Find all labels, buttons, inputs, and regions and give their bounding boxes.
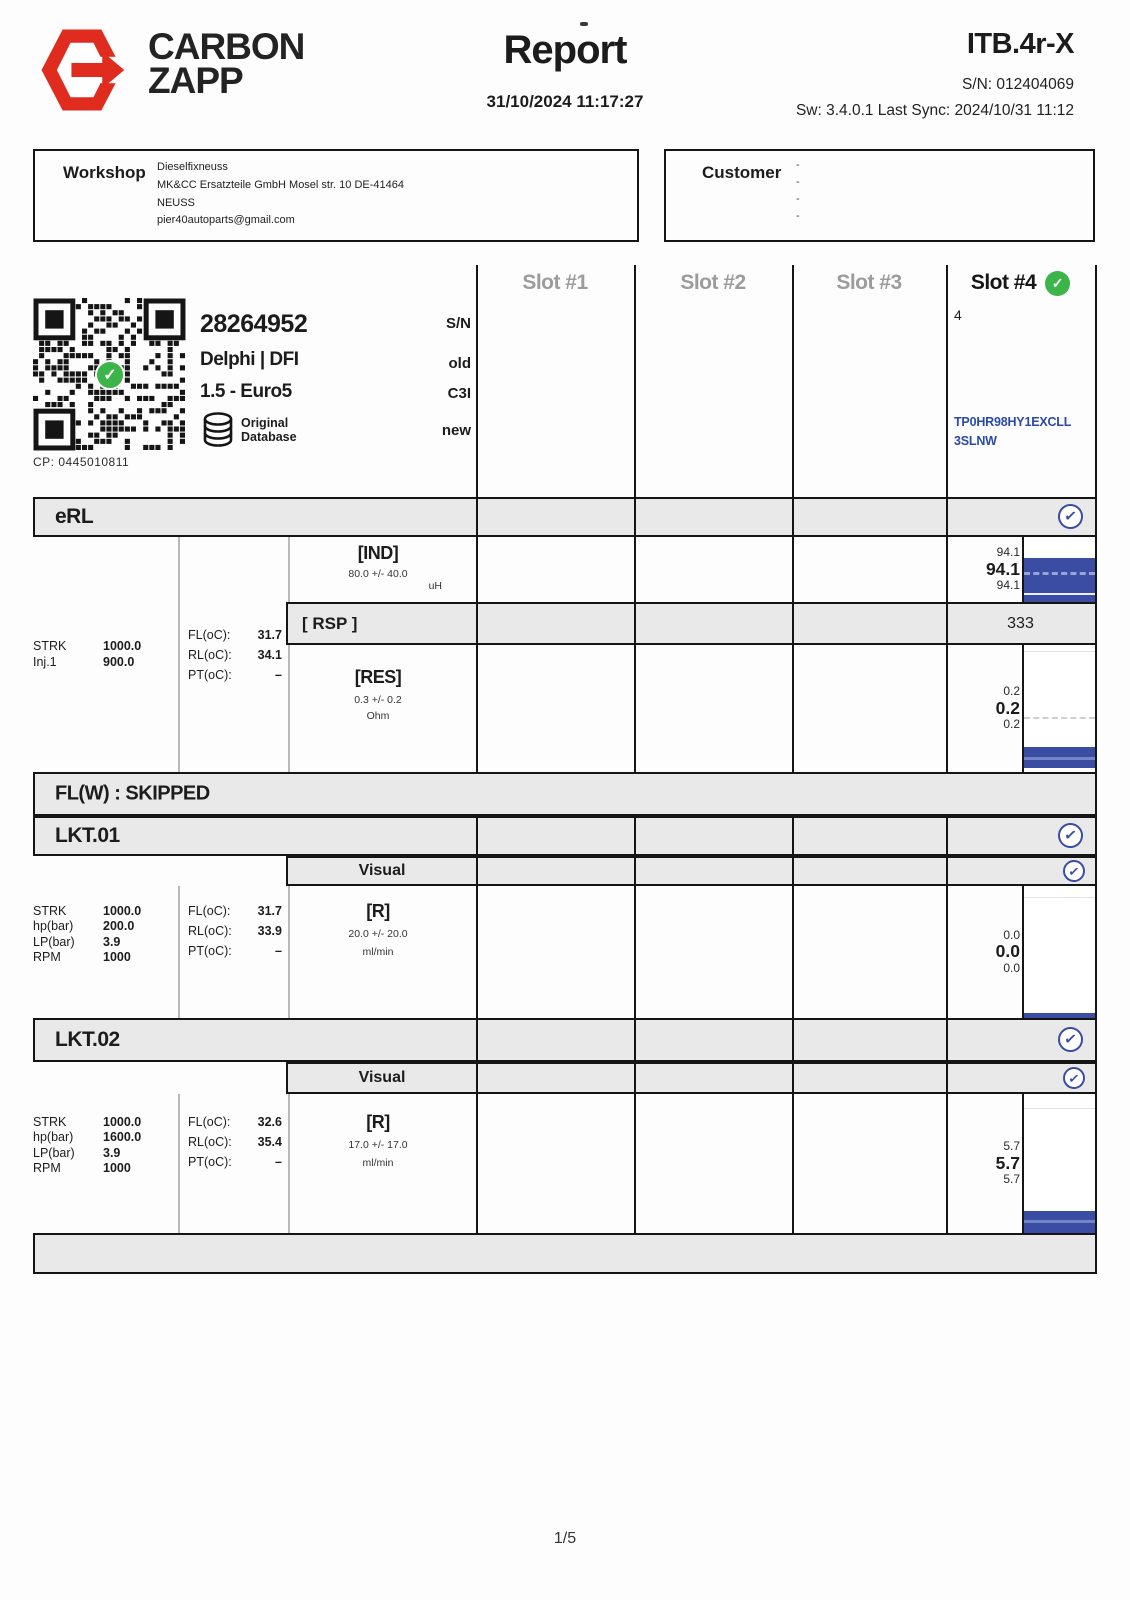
- divider: [792, 265, 794, 497]
- device-model: ITB.4r-X: [966, 28, 1074, 60]
- ind-slot3-cell: [792, 537, 946, 602]
- customer-line: -: [796, 176, 800, 189]
- temp-value: 31.7: [257, 904, 282, 918]
- workshop-label: Workshop: [63, 163, 146, 182]
- temp-label: FL(oC):: [188, 1115, 231, 1129]
- lkt02-value-max: 5.7: [1003, 1139, 1020, 1154]
- rsp-test-name: [ RSP ]: [302, 613, 358, 633]
- workshop-line: Dieselfixneuss: [157, 161, 228, 173]
- res-test-info: [288, 667, 468, 722]
- new-label: new: [441, 422, 471, 439]
- temp-row: [188, 645, 286, 665]
- divider: [178, 537, 180, 772]
- temp-row: [188, 921, 286, 941]
- lkt01-r-test-name: [R]: [366, 901, 390, 921]
- res-gauge: [1022, 645, 1095, 772]
- param-row: [33, 639, 178, 654]
- ind-test-info: [288, 543, 468, 592]
- temp-row: [188, 625, 286, 645]
- param-value: 1000.0: [103, 1115, 142, 1129]
- lkt02-visual-label: Visual: [358, 1069, 406, 1086]
- code-type-label: C3I: [447, 385, 471, 402]
- param-value: 200.0: [103, 919, 135, 934]
- temp-label: RL(oC):: [188, 647, 232, 662]
- temp-row: [188, 1132, 286, 1152]
- lkt02-r-test-info: [288, 1112, 468, 1169]
- brand-line2: ZAPP: [148, 60, 243, 102]
- ind-result-values: [950, 537, 1024, 602]
- temp-value: 34.1: [257, 647, 282, 662]
- lkt01-gauge: [1022, 886, 1095, 1018]
- ind-gauge: [1022, 537, 1095, 602]
- param-value: 1600.0: [103, 1130, 142, 1145]
- temp-label: FL(oC):: [188, 904, 231, 918]
- old-label: old: [448, 355, 471, 372]
- lkt02-value-min: 5.7: [1003, 1172, 1020, 1187]
- lkt01-temperatures: [188, 901, 286, 961]
- lkt02-gauge: [1022, 1094, 1095, 1233]
- table-footer-band: [33, 1233, 1097, 1274]
- lkt02-visual-check-icon: ✓: [1062, 1066, 1087, 1091]
- injector-brand: Delphi | DFI: [200, 349, 299, 370]
- lkt01-value-min: 0.0: [1003, 960, 1020, 975]
- workshop-info: [157, 159, 404, 230]
- section-flw-title: FL(W) : SKIPPED: [55, 782, 210, 805]
- divider: [792, 499, 794, 535]
- divider: [946, 818, 948, 854]
- param-label: hp(bar): [33, 919, 74, 934]
- param-label: LP(bar): [33, 1145, 75, 1160]
- lkt02-r-unit: ml/min: [362, 1157, 394, 1169]
- lkt01-value-max: 0.0: [1003, 927, 1020, 942]
- divider: [946, 1020, 948, 1060]
- injector-part-number: 28264952: [200, 310, 308, 338]
- page-number: 1/5: [553, 1530, 577, 1547]
- divider: [946, 858, 948, 884]
- ind-test-name: [IND]: [357, 543, 399, 563]
- lkt01-pass-check-icon: ✓: [1056, 821, 1084, 849]
- workshop-line: MK&CC Ersatzteile GmbH Mosel str. 10 DE-41464: [157, 178, 404, 191]
- section-erl-band: [33, 497, 1097, 537]
- param-label: RPM: [33, 1160, 61, 1175]
- temp-row: [188, 665, 286, 685]
- temp-value: –: [275, 944, 282, 958]
- lkt01-slot1-cell: [476, 886, 634, 1018]
- divider: [178, 886, 180, 1018]
- scan-artifact-dot: [580, 22, 588, 26]
- lkt01-slot3-cell: [792, 886, 946, 1018]
- divider: [476, 604, 478, 643]
- param-row: [33, 919, 178, 934]
- device-serial: S/N: 012404069: [961, 76, 1074, 93]
- slot4-pass-check-icon: ✓: [1045, 271, 1070, 296]
- lkt02-slot3-cell: [792, 1094, 946, 1233]
- temp-value: 32.6: [257, 1115, 282, 1129]
- divider: [946, 265, 948, 497]
- qr-verified-check-icon: ✓: [95, 360, 125, 390]
- slot4-code-line2: 3SLNW: [954, 433, 997, 448]
- res-slot3-cell: [792, 645, 946, 772]
- section-lkt01-band: [33, 816, 1097, 856]
- divider: [792, 858, 794, 884]
- database-label-line1: Original: [241, 416, 289, 430]
- section-flw-band: [33, 772, 1097, 816]
- page-title: Report: [503, 28, 627, 72]
- temp-value: 33.9: [257, 924, 282, 938]
- slot3-header: Slot #3: [836, 271, 902, 294]
- customer-info: [796, 157, 800, 225]
- lkt01-visual-check-icon: ✓: [1062, 859, 1087, 884]
- lkt02-pass-check-icon: ✓: [1056, 1025, 1084, 1053]
- temp-row: [188, 941, 286, 961]
- temp-value: 31.7: [257, 627, 282, 642]
- lkt01-r-unit: ml/min: [362, 946, 394, 958]
- software-sync-info: Sw: 3.4.0.1 Last Sync: 2024/10/31 11:12: [795, 102, 1074, 119]
- slot4-header: [946, 265, 1095, 296]
- param-value: 1000: [103, 1160, 131, 1175]
- divider: [634, 858, 636, 884]
- res-unit: Ohm: [366, 710, 390, 722]
- res-slot4-cell: [946, 645, 1097, 772]
- divider: [792, 1020, 794, 1060]
- ind-value-min: 94.1: [996, 578, 1020, 593]
- res-tolerance: 0.3 +/- 0.2: [354, 694, 402, 706]
- temp-value: 35.4: [257, 1135, 282, 1149]
- param-label: STRK: [33, 904, 67, 918]
- res-slot2-cell: [634, 645, 792, 772]
- divider: [634, 818, 636, 854]
- lkt02-slot2-cell: [634, 1094, 792, 1233]
- workshop-box: [33, 149, 639, 242]
- customer-line: -: [796, 193, 800, 206]
- slot4-number: 4: [954, 307, 962, 323]
- lkt01-visual-band: [286, 856, 1097, 886]
- erl-temperatures: [188, 537, 286, 772]
- lkt01-value-avg: 0.0: [995, 941, 1020, 962]
- res-value-min: 0.2: [1003, 717, 1020, 732]
- ind-unit: uH: [428, 580, 442, 592]
- divider: [634, 499, 636, 535]
- database-icon: [203, 412, 233, 448]
- lkt02-r-tolerance: 17.0 +/- 17.0: [348, 1139, 408, 1151]
- res-value-max: 0.2: [1003, 684, 1020, 699]
- param-label: Inj.1: [33, 654, 57, 669]
- ind-value-avg: 94.1: [985, 558, 1020, 579]
- workshop-line: pier40autoparts@gmail.com: [157, 214, 295, 227]
- ind-value-max: 94.1: [996, 545, 1020, 560]
- lkt01-parameters: [33, 904, 178, 965]
- param-row: [33, 1115, 178, 1130]
- lkt02-parameters: [33, 1115, 178, 1176]
- res-value-avg: 0.2: [995, 697, 1020, 718]
- temp-value: –: [275, 667, 282, 682]
- res-result-values: [950, 645, 1024, 772]
- injector-cp-number: CP: 0445010811: [33, 455, 130, 469]
- slot1-header: Slot #1: [522, 271, 588, 294]
- divider: [634, 265, 636, 497]
- results-table: [33, 265, 1097, 1274]
- lkt01-visual-label: Visual: [358, 862, 406, 879]
- divider: [476, 499, 478, 535]
- customer-line: -: [796, 210, 800, 223]
- res-slot1-cell: [476, 645, 634, 772]
- param-value: 1000.0: [103, 639, 142, 654]
- divider: [476, 1064, 478, 1092]
- section-lkt01-title: LKT.01: [55, 824, 120, 847]
- section-lkt02-title: LKT.02: [55, 1028, 120, 1051]
- lkt01-slot4-cell: [946, 886, 1097, 1018]
- lkt01-result-values: [950, 886, 1024, 1018]
- temp-label: FL(oC):: [188, 627, 231, 642]
- temp-label: PT(oC):: [188, 1155, 232, 1169]
- param-label: hp(bar): [33, 1130, 74, 1145]
- temp-row: [188, 1112, 286, 1132]
- section-erl-title: eRL: [55, 505, 94, 528]
- rsp-result-value: 333: [1007, 614, 1034, 632]
- param-value: 900.0: [103, 654, 135, 669]
- divider: [792, 818, 794, 854]
- lkt01-r-tolerance: 20.0 +/- 20.0: [348, 928, 408, 940]
- workshop-line: NEUSS: [157, 196, 195, 209]
- divider: [476, 1020, 478, 1060]
- divider: [792, 1064, 794, 1092]
- temp-label: RL(oC):: [188, 924, 232, 938]
- erl-parameters: [33, 537, 178, 772]
- customer-box: [664, 149, 1095, 242]
- param-row: [33, 1130, 178, 1145]
- lkt02-value-avg: 5.7: [995, 1152, 1020, 1173]
- param-value: 1000: [103, 949, 131, 964]
- lkt02-visual-band: [286, 1062, 1097, 1094]
- lkt02-slot1-cell: [476, 1094, 634, 1233]
- rsp-band: [286, 602, 1097, 645]
- erl-pass-check-icon: ✓: [1056, 502, 1084, 530]
- slot4-code-line1: TP0HR98HY1EXCLL: [954, 415, 1072, 429]
- divider: [476, 858, 478, 884]
- lkt01-r-test-info: [288, 901, 468, 958]
- param-label: STRK: [33, 1115, 67, 1129]
- divider: [634, 1020, 636, 1060]
- divider: [946, 499, 948, 535]
- temp-label: PT(oC):: [188, 944, 232, 958]
- res-test-name: [RES]: [354, 667, 402, 687]
- database-label-line2: Database: [241, 430, 297, 445]
- divider: [634, 1064, 636, 1092]
- divider: [634, 604, 636, 643]
- param-row: [33, 904, 178, 919]
- ind-slot1-cell: [476, 537, 634, 602]
- lkt02-r-test-name: [R]: [366, 1112, 390, 1132]
- param-value: 3.9: [103, 934, 121, 949]
- temp-label: PT(oC):: [188, 667, 232, 682]
- temp-row: [188, 901, 286, 921]
- ind-slot2-cell: [634, 537, 792, 602]
- param-value: 1000.0: [103, 904, 142, 918]
- slot2-header: Slot #2: [680, 271, 746, 294]
- param-value: 3.9: [103, 1145, 121, 1160]
- divider: [792, 604, 794, 643]
- ind-tolerance: 80.0 +/- 40.0: [348, 568, 408, 580]
- temp-value: –: [275, 1155, 282, 1169]
- divider: [1095, 265, 1097, 497]
- param-label: RPM: [33, 949, 61, 964]
- report-datetime: 31/10/2024 11:17:27: [486, 92, 644, 111]
- param-row: [33, 935, 178, 950]
- ind-slot4-cell: [946, 537, 1097, 602]
- brand-line1: CARBON: [148, 26, 305, 67]
- param-row: [33, 950, 178, 965]
- lkt01-slot2-cell: [634, 886, 792, 1018]
- divider: [476, 818, 478, 854]
- lkt02-result-values: [950, 1094, 1024, 1233]
- param-row: [33, 1161, 178, 1176]
- divider: [946, 1064, 948, 1092]
- slot4-test-plan-code: [954, 413, 1092, 451]
- temp-label: RL(oC):: [188, 1135, 232, 1149]
- lkt02-slot4-cell: [946, 1094, 1097, 1233]
- temp-row: [188, 1152, 286, 1172]
- slot4-header-label: Slot #4: [970, 271, 1037, 294]
- injector-engine: 1.5 - Euro5: [200, 381, 292, 402]
- param-label: LP(bar): [33, 934, 75, 949]
- divider: [476, 265, 478, 497]
- divider: [178, 1094, 180, 1233]
- sn-label: S/N: [445, 315, 471, 332]
- param-row: [33, 655, 178, 670]
- param-label: STRK: [33, 639, 67, 654]
- param-row: [33, 1146, 178, 1161]
- customer-line: -: [796, 159, 800, 171]
- section-lkt02-band: [33, 1018, 1097, 1062]
- customer-label: Customer: [702, 163, 782, 182]
- lkt02-temperatures: [188, 1112, 286, 1172]
